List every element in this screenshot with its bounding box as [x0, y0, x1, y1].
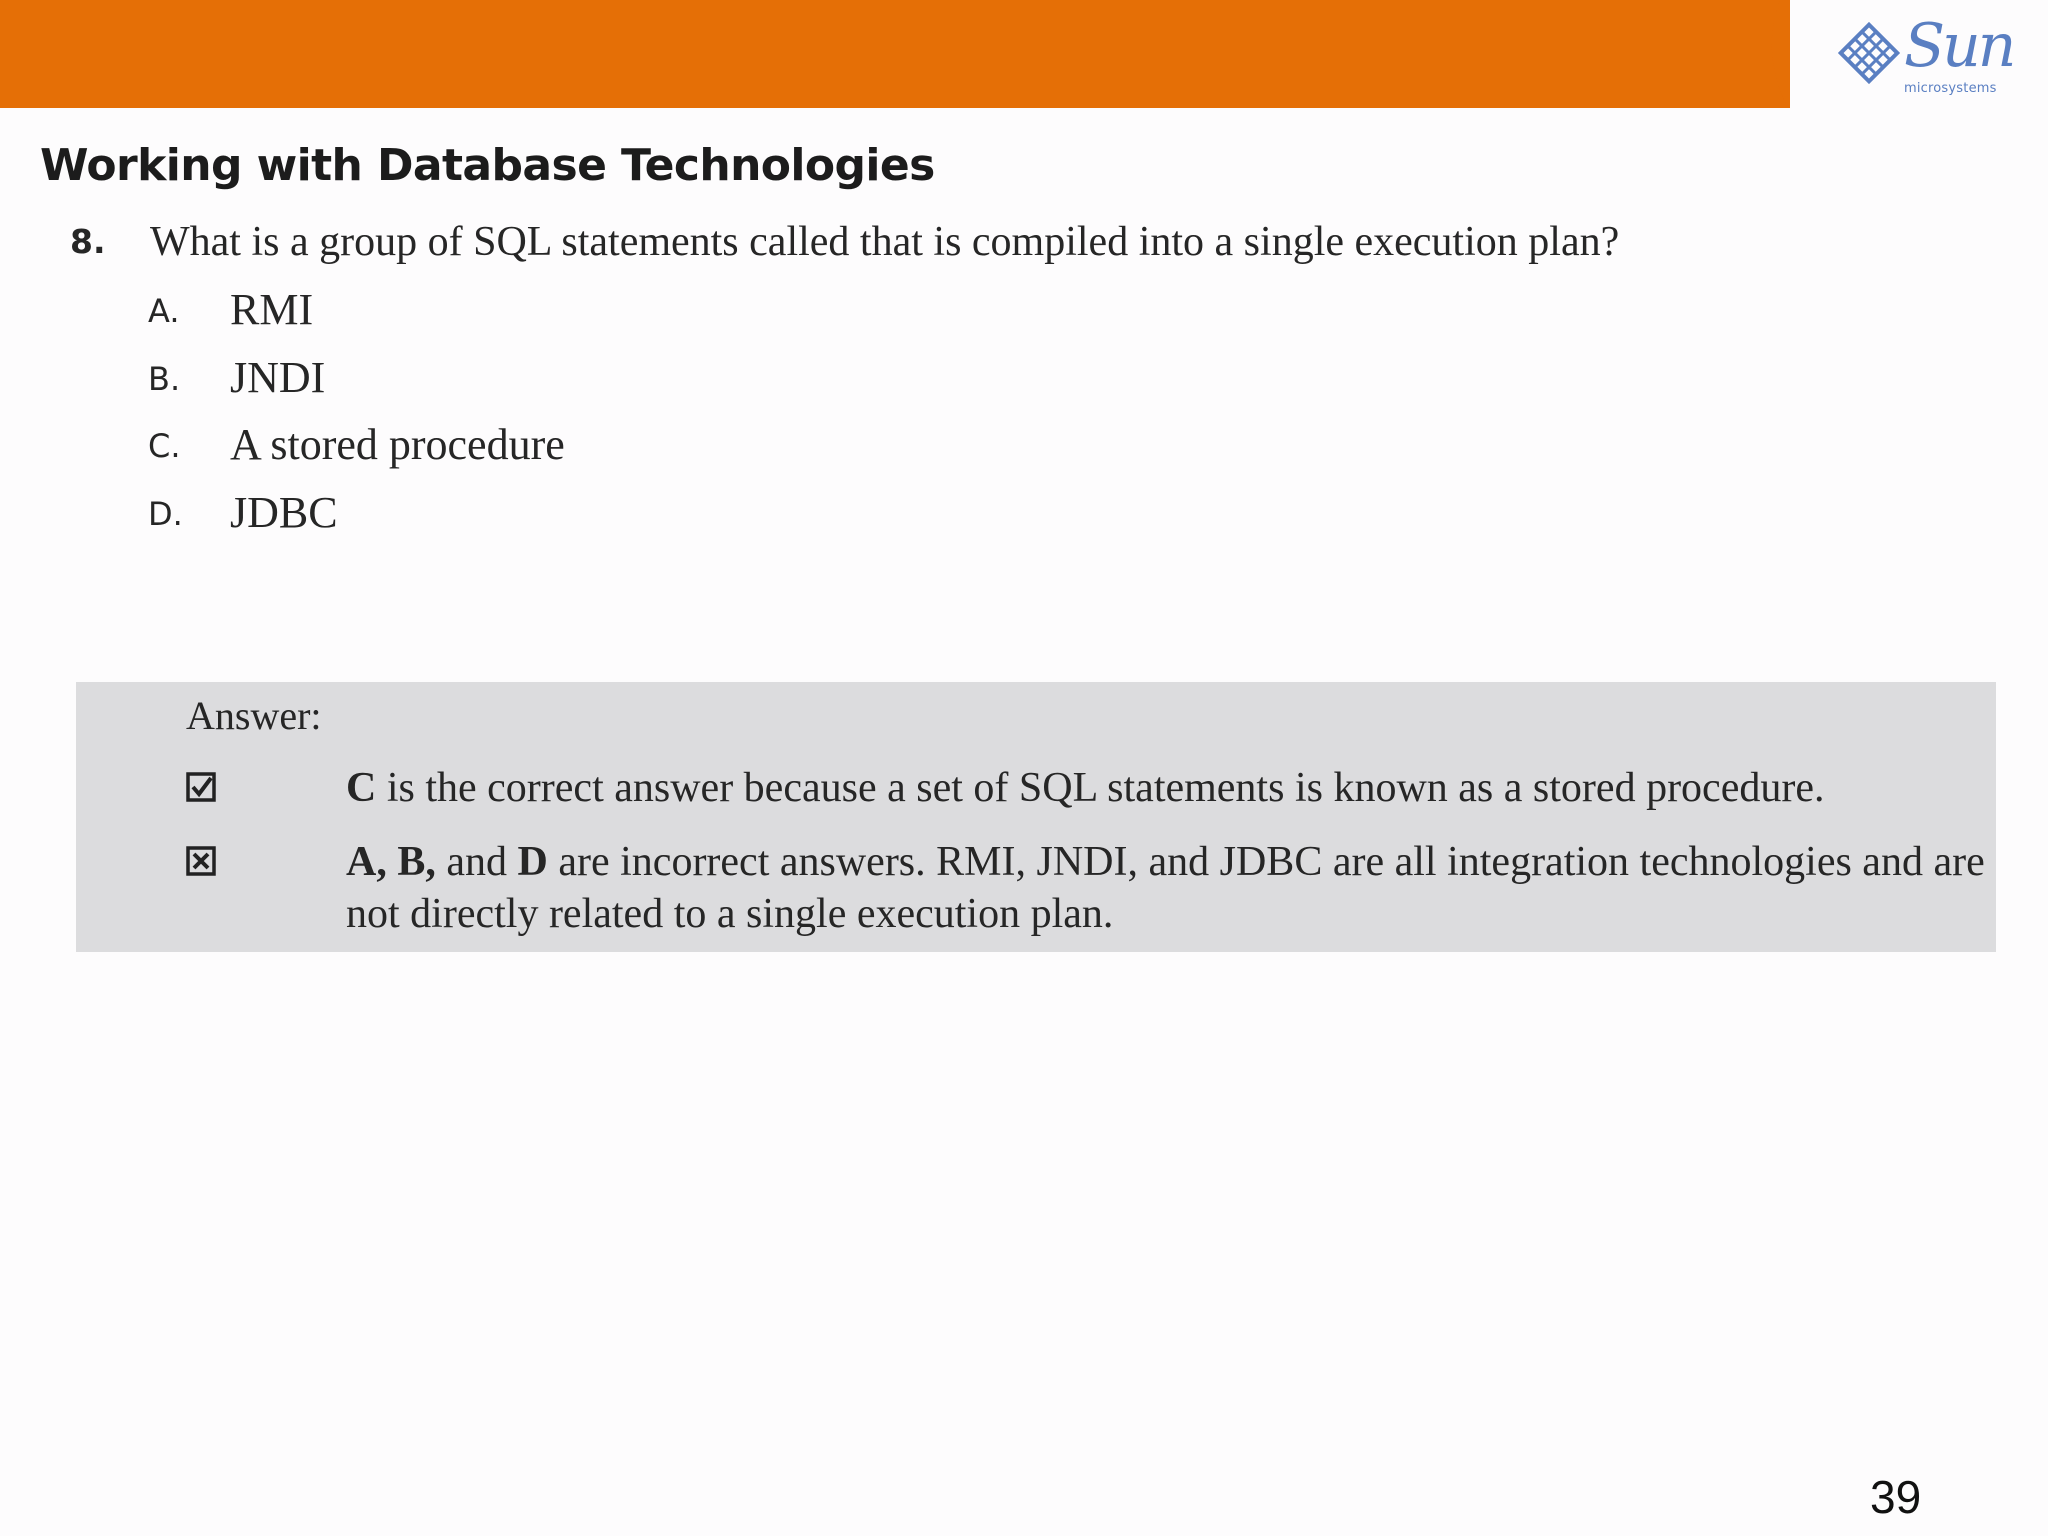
- option-text: A stored procedure: [230, 420, 565, 469]
- page-number: 39: [1870, 1471, 1922, 1523]
- option-text: JDBC: [230, 487, 338, 537]
- incorrect-answer-lead: A, B,: [346, 839, 436, 885]
- header-bar: [0, 0, 1790, 108]
- sun-logo: [1838, 11, 2014, 102]
- option-letter: D.: [148, 494, 183, 533]
- logo-subtitle: microsystems: [1904, 81, 1997, 96]
- logo-wordmark: Sun: [1904, 11, 2014, 81]
- incorrect-answer-explanation: are incorrect answers. RMI, JNDI, and JDBC are all integration technologies and are not directly related to a single execution plan.: [346, 839, 1985, 937]
- correct-answer-explanation: is the correct answer because a set of SQL statements is known as a stored procedure.: [386, 765, 1825, 811]
- crossed-box-icon: [186, 846, 216, 876]
- option-letter: B.: [148, 359, 181, 398]
- question-text: What is a group of SQL statements called that is compiled into a single execution plan?: [150, 219, 1620, 265]
- incorrect-answer-connector: and: [446, 839, 508, 885]
- incorrect-answer-lead-2: D: [517, 839, 548, 885]
- answer-box: [76, 682, 1996, 952]
- page-title: Working with Database Technologies: [40, 140, 935, 191]
- sun-diamond-icon: [1838, 22, 1900, 84]
- option-text: JNDI: [230, 352, 326, 402]
- checked-box-icon: [186, 772, 216, 802]
- answer-label: Answer:: [186, 693, 322, 738]
- correct-answer-lead: C: [346, 765, 377, 811]
- incorrect-answer-text: [346, 836, 2046, 940]
- option-letter: C.: [148, 427, 181, 465]
- correct-answer-text: [346, 762, 2046, 814]
- header-bar-curve: [1760, 0, 1840, 108]
- question-number: 8.: [70, 222, 106, 261]
- option-letter: A.: [148, 292, 180, 330]
- option-text: RMI: [230, 285, 314, 334]
